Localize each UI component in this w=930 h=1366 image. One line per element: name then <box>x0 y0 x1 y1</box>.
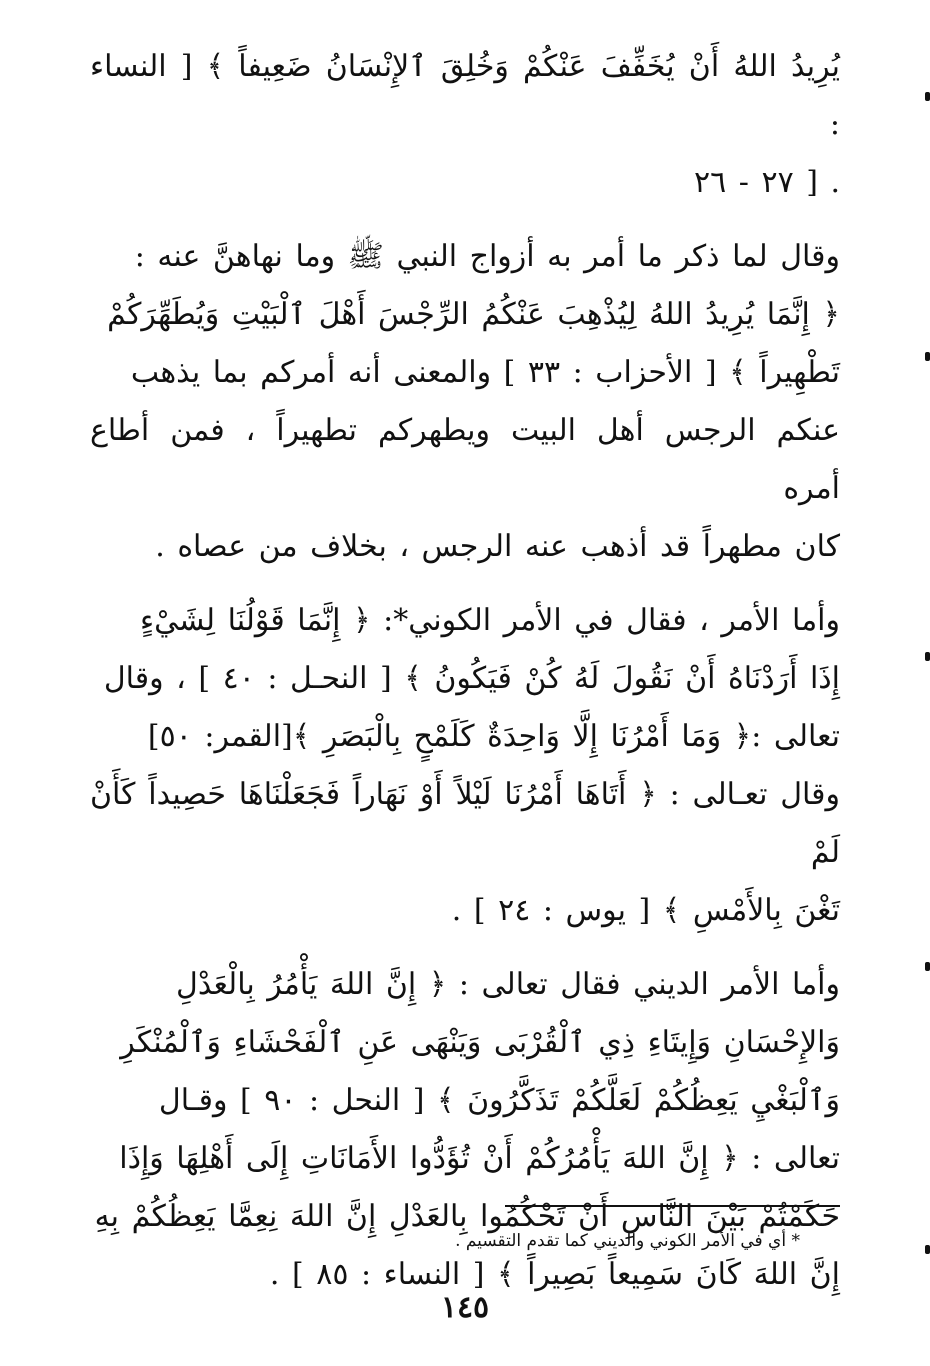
text-line: وَٱلْبَغْيِ يَعِظُكُمْ لَعَلَّكُمْ تَذَكَّرُونَ ﴾ [ النحل : ٩٠ ] وقـال <box>158 1083 840 1118</box>
text-line: وقال تعـالى : ﴿ أَتَاهَا أَمْرُنَا لَيْلاً أَوْ نَهَاراً فَجَعَلْنَاهَا حَصِيداً كَأَنْ لَمْ <box>90 777 840 870</box>
paragraph-ahzab <box>90 228 840 576</box>
footnote-separator <box>505 1205 840 1207</box>
text-line: تعالى :﴿ وَمَا أَمْرُنَا إِلَّا وَاحِدَةٌ كَلَمْحٍ بِالْبَصَرِ ﴾[القمر: ٥٠] <box>147 719 840 754</box>
text-line: إِنَّ اللهَ كَانَ سَمِيعاً بَصِيراً ﴾ [ النساء : ٨٥ ] . <box>269 1257 840 1292</box>
paragraph-nisa-ending <box>90 38 840 212</box>
text-line: وَالإِحْسَانِ وَإِيتَاءِ ذِي ٱلْقُرْبَى وَيَنْهَى عَنِ ٱلْفَحْشَاءِ وَٱلْمُنْكَرِ <box>120 1025 840 1060</box>
footnote: * أي في الأمر الكوني والديني كما تقدم التقسيم . <box>455 1231 800 1251</box>
margin-mark <box>925 92 930 101</box>
page-number: ١٤٥ <box>440 1290 490 1325</box>
text-line: تعالى : ﴿ إِنَّ اللهَ يَأْمُرُكُمْ أَنْ تُؤَدُّوا الأَمَانَاتِ إِلَى أَهْلِهَا وَإِذَا <box>119 1141 840 1176</box>
text-line: تَغْنَ بِالأَمْسِ ﴾ [ يوس : ٢٤ ] . <box>451 893 840 928</box>
margin-mark <box>925 652 930 661</box>
text-line: . [ ٢٧ - ٢٦ <box>694 165 840 200</box>
text-line: وأما الأمر الديني فقال تعالى : ﴿ إِنَّ اللهَ يَأْمُرُ بِالْعَدْلِ <box>176 967 840 1002</box>
text-line: وقال لما ذكر ما أمر به أزواج النبي ﷺ وما نهاهنَّ عنه : <box>134 239 840 274</box>
text-line: إِذَا أَرَدْنَاهُ أَنْ نَقُولَ لَهُ كُنْ فَيَكُونُ ﴾ [ النحـل : ٤٠ ] ، وقال <box>103 661 840 696</box>
margin-mark <box>925 352 930 361</box>
paragraph-cosmic-command <box>90 592 840 940</box>
text-line: ﴿ إِنَّمَا يُرِيدُ اللهُ لِيُذْهِبَ عَنْكُمُ الرِّجْسَ أَهْلَ ٱلْبَيْتِ وَيُطَهِّرَكُمْ <box>107 297 840 332</box>
text-line: وأما الأمر ، فقال في الأمر الكوني*: ﴿ إِنَّمَا قَوْلُنَا لِشَيْءٍ <box>140 603 840 638</box>
margin-mark <box>925 962 930 971</box>
text-line: حَكَمْتُمْ بَيْنَ النَّاسِ أَنْ تَحْكُمُوا بِالعَدْلِ إِنَّ اللهَ نِعِمَّا يَعِظُكُمْ بِهِ <box>94 1199 840 1234</box>
text-line: عنكم الرجس أهل البيت ويطهركم تطهيراً ، فمن أطاع أمره <box>90 413 840 506</box>
margin-mark <box>925 1245 930 1254</box>
text-line: كان مطهراً قد أذهب عنه الرجس ، بخلاف من عصاه . <box>155 529 840 564</box>
text-line: يُرِيدُ اللهُ أَنْ يُخَفِّفَ عَنْكُمْ وَخُلِقَ ٱلإِنْسَانُ ضَعِيفاً ﴾ [ النساء : <box>90 49 840 142</box>
page-body <box>90 38 840 1304</box>
text-line: تَطْهِيراً ﴾ [ الأحزاب : ٣٣ ] والمعنى أنه أمركم بما يذهب <box>130 355 840 390</box>
